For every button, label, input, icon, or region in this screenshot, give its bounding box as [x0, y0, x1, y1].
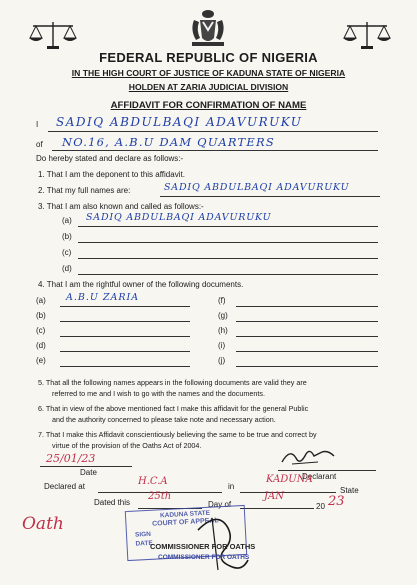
dated-year-value: 23: [328, 494, 345, 509]
document-label: (a): [36, 296, 46, 305]
clause-6-line-2: and the authority concerned to please take note and necessary action.: [52, 415, 276, 424]
dated-day-value: 25th: [148, 491, 172, 502]
stamp-sign-label: SIGN: [134, 530, 152, 539]
alias-line: [78, 242, 378, 243]
document-label: (h): [218, 326, 228, 335]
document-line: [60, 351, 190, 352]
document-line: [236, 306, 378, 307]
document-label: (i): [218, 341, 226, 350]
alias-line: [78, 258, 378, 259]
clause-5-line-2: referred to me and I wish to go with the names and the documents.: [52, 389, 265, 398]
document-line: [60, 306, 190, 307]
document-label: (g): [218, 311, 228, 320]
document-label: (d): [36, 341, 46, 350]
date-label: Date: [80, 468, 97, 477]
clause-3: 3. That I am also known and called as follows:-: [38, 202, 204, 211]
clause-7-line-2: virtue of the provision of the Oaths Act of 2004.: [52, 441, 202, 450]
deponent-address: NO.16, A.B.U DAM QUARTERS: [62, 135, 275, 149]
coat-of-arms-icon: [186, 8, 230, 50]
document-label: (b): [36, 311, 46, 320]
stamp-date-label: DATE: [135, 539, 153, 548]
affidavit-title: AFFIDAVIT FOR CONFIRMATION OF NAME: [110, 100, 307, 111]
document-line: [60, 321, 190, 322]
stamp-line-1: KADUNA STATE: [159, 509, 211, 520]
year-prefix: 20: [316, 502, 325, 511]
deponent-name: SADIQ ABDULBAQI ADAVURUKU: [56, 115, 303, 129]
state-label: State: [340, 486, 359, 495]
document-label: (j): [218, 356, 226, 365]
document-label: (c): [36, 326, 46, 335]
document-header-title: FEDERAL REPUBLIC OF NIGERIA: [99, 50, 318, 65]
deponent-of-label: of: [36, 140, 43, 149]
document-value: A.B.U ZARIA: [66, 292, 140, 303]
alias-label: (c): [62, 248, 72, 257]
alias-value: SADIQ ABDULBAQI ADAVURUKU: [86, 212, 272, 223]
stamp-line-2: COURT OF APPEAL: [151, 517, 219, 528]
alias-label: (d): [62, 264, 72, 273]
document-line: [60, 336, 190, 337]
declared-at-value: H.C.A: [138, 476, 168, 487]
deponent-prefix: I: [36, 120, 39, 129]
document-label: (f): [218, 296, 226, 305]
commissioner-for-oaths: COMMISSIONER FOR OATHS: [150, 542, 256, 551]
sworn-statement: Do hereby stated and declare as follows:-: [36, 154, 184, 163]
declarant-label: Declarant: [302, 472, 337, 481]
court-division: HOLDEN AT ZARIA JUDICIAL DIVISION: [128, 82, 289, 92]
document-line: [236, 321, 378, 322]
day-of-label: Day of: [208, 500, 232, 509]
dated-this-label: Dated this: [94, 498, 131, 507]
document-label: (e): [36, 356, 46, 365]
declarant-signature-icon: [278, 444, 338, 470]
date-value: 25/01/23: [46, 452, 96, 465]
commissioner-for-oaths-stamp: COMMISSIONER FOR OATHS: [158, 554, 250, 561]
dated-month-value: JAN: [264, 491, 284, 502]
declared-at-label: Declared at: [44, 482, 85, 491]
clause-5-line-1: 5. That all the following names appears in the following documents are valid they are: [38, 378, 307, 387]
state-value: KADUNA: [266, 474, 313, 485]
document-line: [236, 351, 378, 352]
alias-line: [78, 274, 378, 275]
oath-mark: Oath: [22, 514, 64, 534]
alias-label: (b): [62, 232, 72, 241]
clause-7-line-1: 7. That I make this Affidavit conscientiously believing the same to be true and correct by: [38, 430, 317, 439]
clause-2-label: 2. That my full names are:: [38, 186, 131, 195]
alias-line: [78, 226, 378, 227]
document-line: [236, 366, 378, 367]
scales-of-justice-right-icon: [342, 20, 392, 50]
scales-of-justice-left-icon: [28, 20, 78, 50]
in-label: in: [228, 482, 235, 491]
document-line: [60, 366, 190, 367]
clause-2-full-name: SADIQ ABDULBAQI ADAVURUKU: [164, 182, 350, 193]
clause-1: 1. That I am the deponent to this affidavit.: [38, 170, 185, 179]
court-name: IN THE HIGH COURT OF JUSTICE OF KADUNA STATE OF NIGERIA: [71, 68, 346, 78]
document-line: [236, 336, 378, 337]
alias-label: (a): [62, 216, 72, 225]
clause-4: 4. That I am the rightful owner of the following documents.: [38, 280, 244, 289]
clause-6-line-1: 6. That in view of the above mentioned fact I make this affidavit for the general Public: [38, 404, 309, 413]
